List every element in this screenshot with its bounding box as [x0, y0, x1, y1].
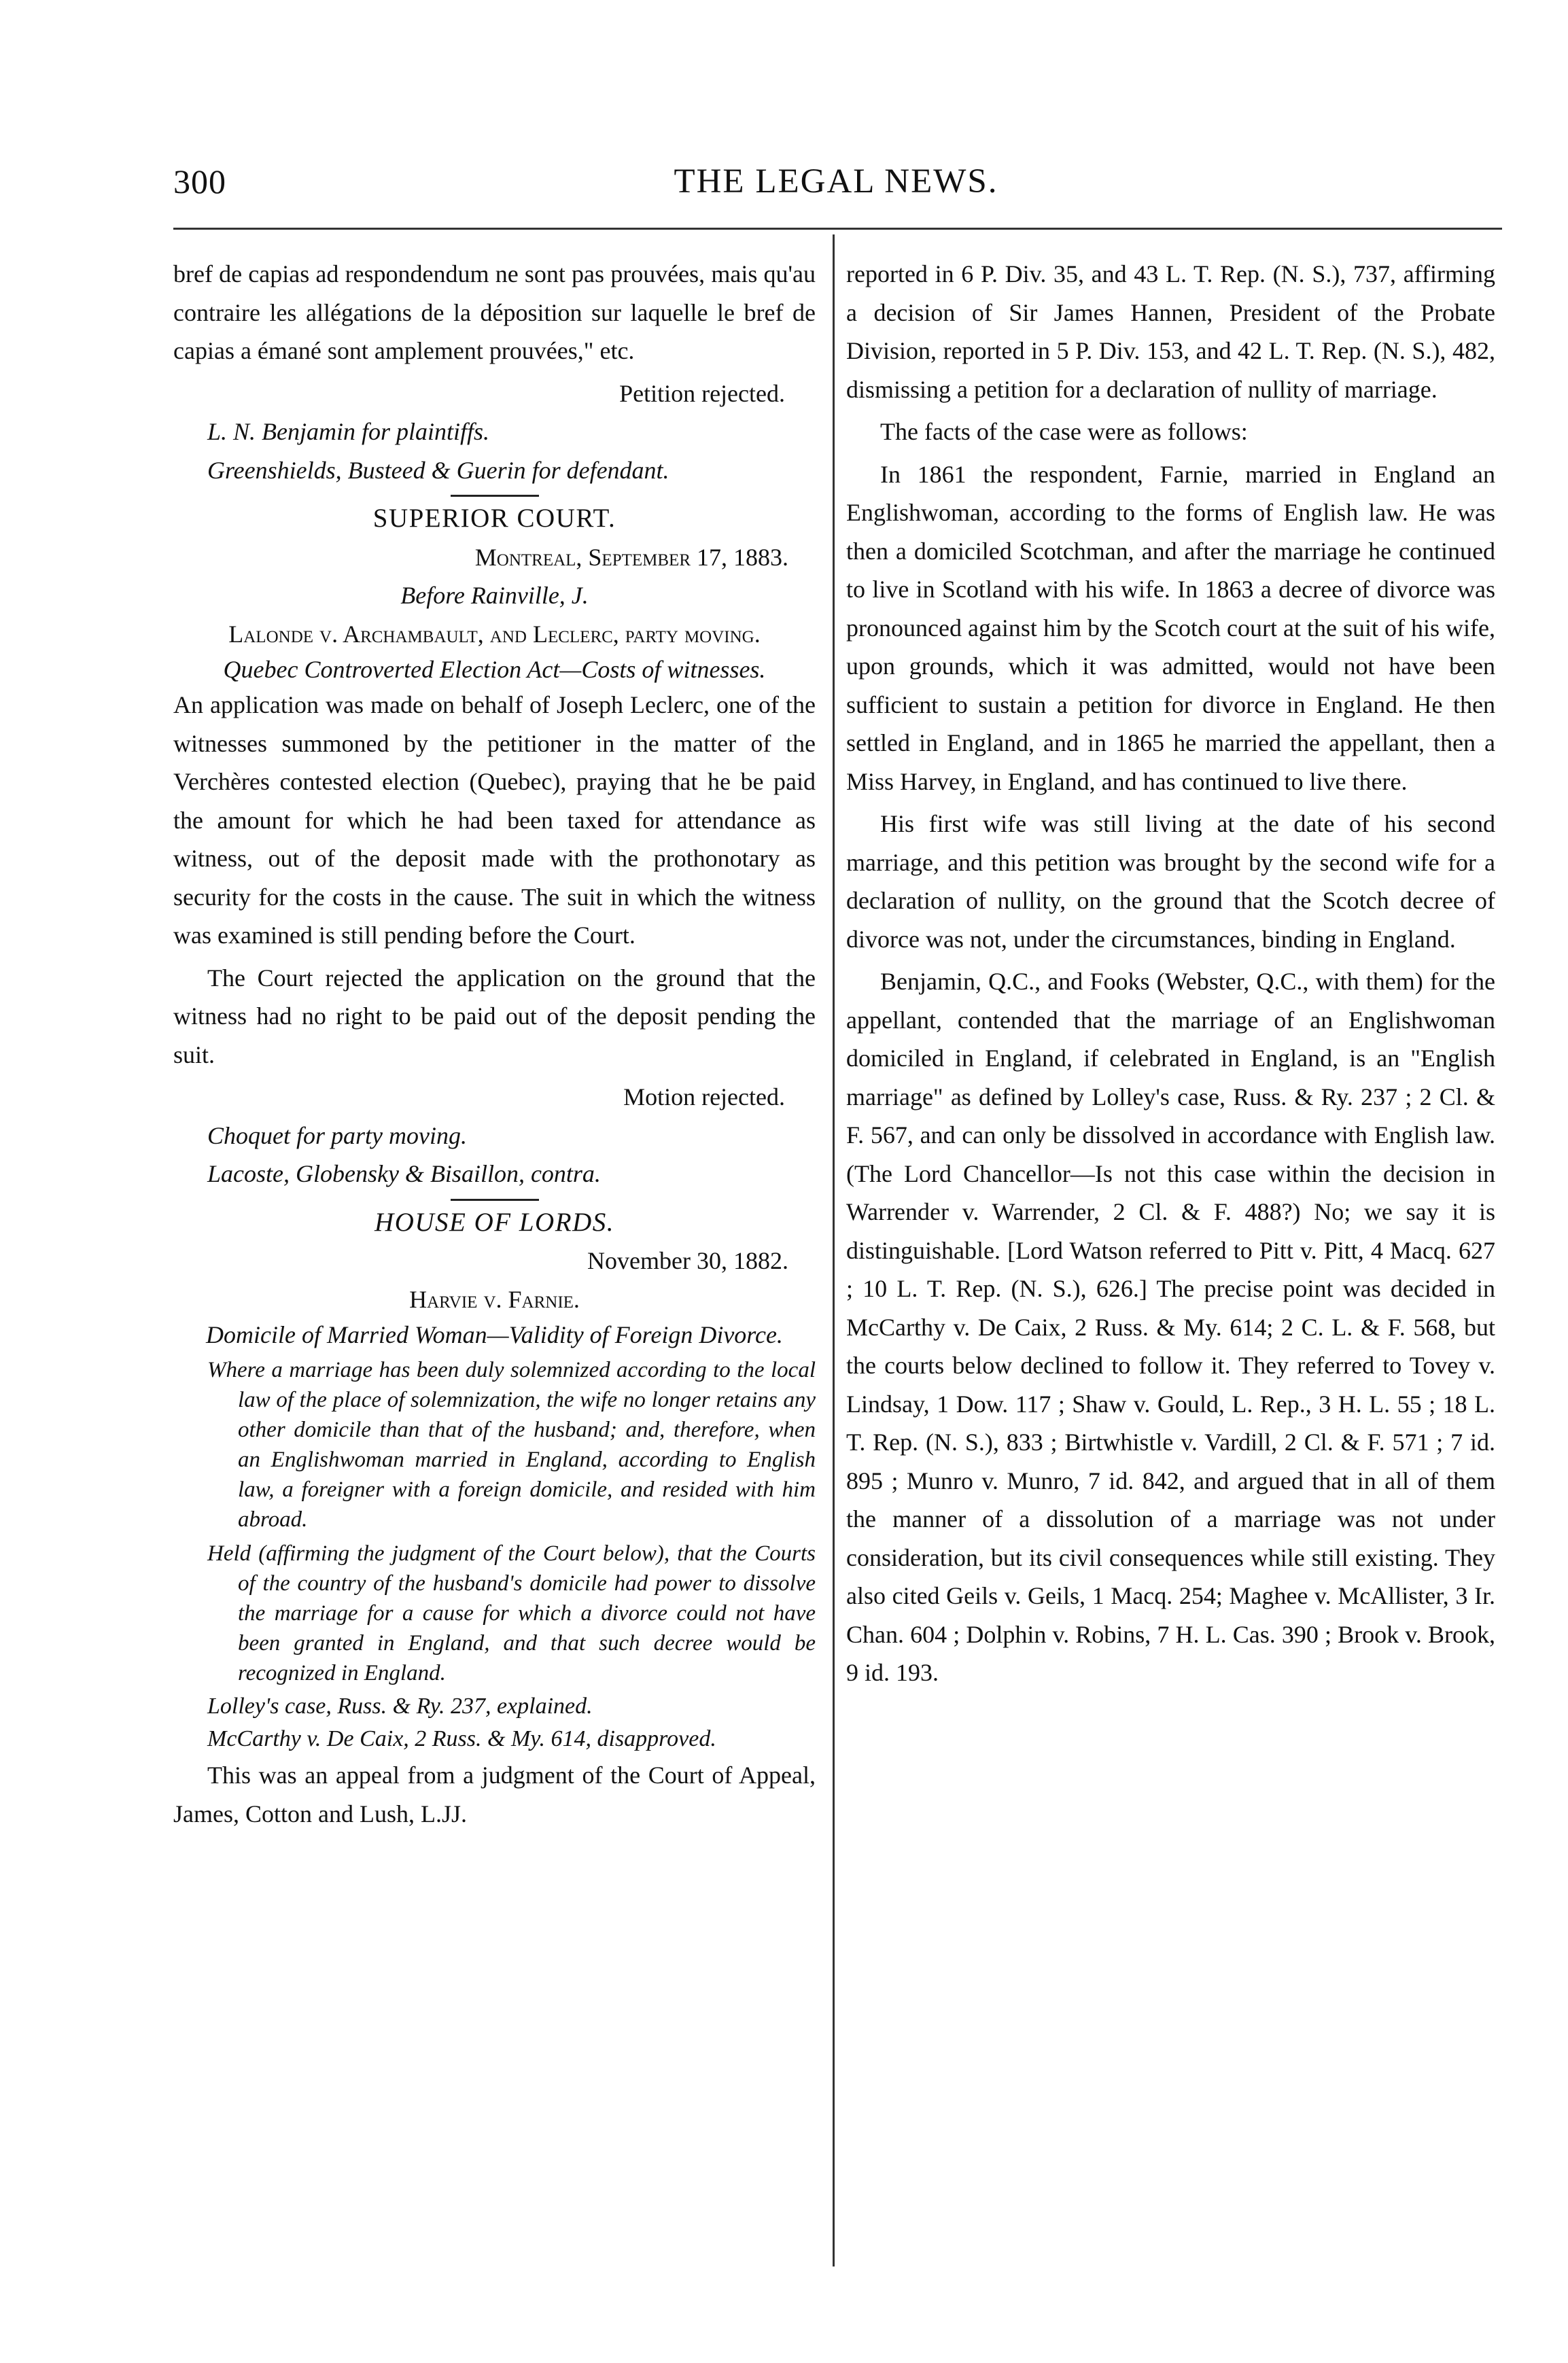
column-divider [833, 234, 835, 2266]
counsel-line: L. N. Benjamin for plaintiffs. [207, 418, 490, 445]
page-header [173, 162, 1499, 203]
paragraph: The Court rejected the application on the ground that the witness had no right to be paid out of the deposit pending the suit. [173, 964, 816, 1068]
headnote: Held (affirming the judgment of the Court below), that the Courts of the country of the husband's domicile had power to dissolve the marriage for a cause for which a divorce could not have been granted in England, and that such decree would be recognized in England. [207, 1541, 816, 1685]
left-column [173, 255, 816, 1837]
paragraph: bref de capias ad respondendum ne sont pas prouvées, mais qu'au contraire les allégations de la déposition sur laquelle le bref de capias a émané sont amplement prouvées," etc. [173, 260, 816, 364]
dateline: November 30, 1882. [587, 1247, 788, 1274]
paragraph: In 1861 the respondent, Farnie, married in England an Englishwoman, according to the forms of English law. He was then a domiciled Scotchman, and after the marriage he continued to live in Scotland with his wife. In 1863 a decree of divorce was pronounced against him by the Scotch court at the suit of his wife, upon grounds, which it was admitted, would not have been sufficient to sustain a petition for divorce in England. He then settled in England, and in 1865 he married the appellant, then a Miss Harvey, in England, and has continued to live there. [846, 460, 1495, 795]
counsel-line: Greenshields, Busteed & Guerin for defendant. [207, 456, 669, 484]
case-title: Lalonde v. Archambault, and Leclerc, party moving. [228, 620, 761, 648]
right-column [846, 255, 1495, 1696]
paragraph: Benjamin, Q.C., and Fooks (Webster, Q.C., with them) for the appellant, contended that the marriage of an Englishwoman domiciled in England, if celebrated in England, is an "English marriage" as defined by Lolley's case, Russ. & Ry. 237 ; 2 Cl. & F. 567, and can only be dissolved in accordance with English law. (The Lord Chancellor—Is not this case within the decision in Warrender v. Warrender, 2 Cl. & F. 488?) No; we say it is distinguishable. [Lord Watson referred to Pitt v. Pitt, 4 Macq. 627 ; 10 L. T. Rep. (N. S.), 626.] The precise point was decided in McCarthy v. De Caix, 2 Russ. & My. 614; 2 C. L. & F. 568, but the courts below declined to follow it. They referred to Tovey v. Lindsay, 1 Dow. 117 ; Shaw v. Gould, L. Rep., 3 H. L. 55 ; 18 L. T. Rep. (N. S.), 833 ; Birtwhistle v. Vardill, 2 Cl. & F. 571 ; 7 id. 895 ; Munro v. Munro, 7 id. 842, and argued that in all of them the manner of a dissolution of a marriage was not under consideration, but its civil consequences while still existing. They also cited Geils v. Geils, 1 Macq. 254; Maghee v. McAllister, 3 Ir. Chan. 604 ; Dolphin v. Robins, 7 H. L. Cas. 390 ; Brook v. Brook, 9 id. 193. [846, 968, 1495, 1686]
paragraph: The facts of the case were as follows: [880, 418, 1248, 445]
court-heading: HOUSE OF LORDS. [374, 1207, 614, 1237]
result-line: Petition rejected. [619, 379, 785, 407]
paragraph: This was an appeal from a judgment of the Court of Appeal, James, Cotton and Lush, L.JJ. [173, 1762, 816, 1827]
running-title: THE LEGAL NEWS. [674, 162, 998, 200]
counsel-line: Choquet for party moving. [207, 1121, 467, 1149]
counsel-line: Lacoste, Globensky & Bisaillon, contra. [207, 1160, 601, 1187]
headnote: Where a marriage has been duly solemnized according to the local law of the place of solemnization, the wife no longer retains any other domicile than that of the husband; and, therefore, when an Englishwoman married in England, according to English law, a foreigner with a foreign domicile, and resided with him abroad. [207, 1358, 816, 1532]
case-title: Harvie v. Farnie. [409, 1285, 580, 1313]
citation-line: McCarthy v. De Caix, 2 Russ. & My. 614, disapproved. [207, 1726, 716, 1751]
result-line: Motion rejected. [623, 1083, 785, 1110]
header-rule [173, 228, 1502, 230]
dateline: Montreal, September 17, 1883. [474, 543, 788, 571]
paragraph: His first wife was still living at the date of his second marriage, and this petition was brought by the second wife for a declaration of nullity, on the ground that the Scotch decree of divorce was not, under the circumstances, binding in England. [846, 810, 1495, 953]
judge-line: Before Rainville, J. [400, 582, 589, 609]
section-rule [451, 495, 539, 497]
page-number: 300 [173, 162, 226, 200]
case-subject: Quebec Controverted Election Act—Costs of witnesses. [223, 656, 766, 683]
court-heading: SUPERIOR COURT. [372, 504, 616, 533]
paragraph: reported in 6 P. Div. 35, and 43 L. T. Rep. (N. S.), 737, affirming a decision of Sir James Hannen, President of the Probate Division, reported in 5 P. Div. 153, and 42 L. T. Rep. (N. S.), 482, dismissing a petition for a declaration of nullity of marriage. [846, 260, 1495, 403]
case-subject: Domicile of Married Woman—Validity of Foreign Divorce. [206, 1321, 783, 1348]
section-rule [451, 1199, 539, 1201]
paragraph: An application was made on behalf of Joseph Leclerc, one of the witnesses summoned by the petitioner in the matter of the Verchères contested election (Quebec), praying that he be paid the amount for which he had been taxed for attendance as witness, out of the deposit made with the prothonotary as security for the costs in the cause. The suit in which the witness was examined is still pending before the Court. [173, 691, 816, 949]
citation-line: Lolley's case, Russ. & Ry. 237, explained. [207, 1694, 593, 1719]
